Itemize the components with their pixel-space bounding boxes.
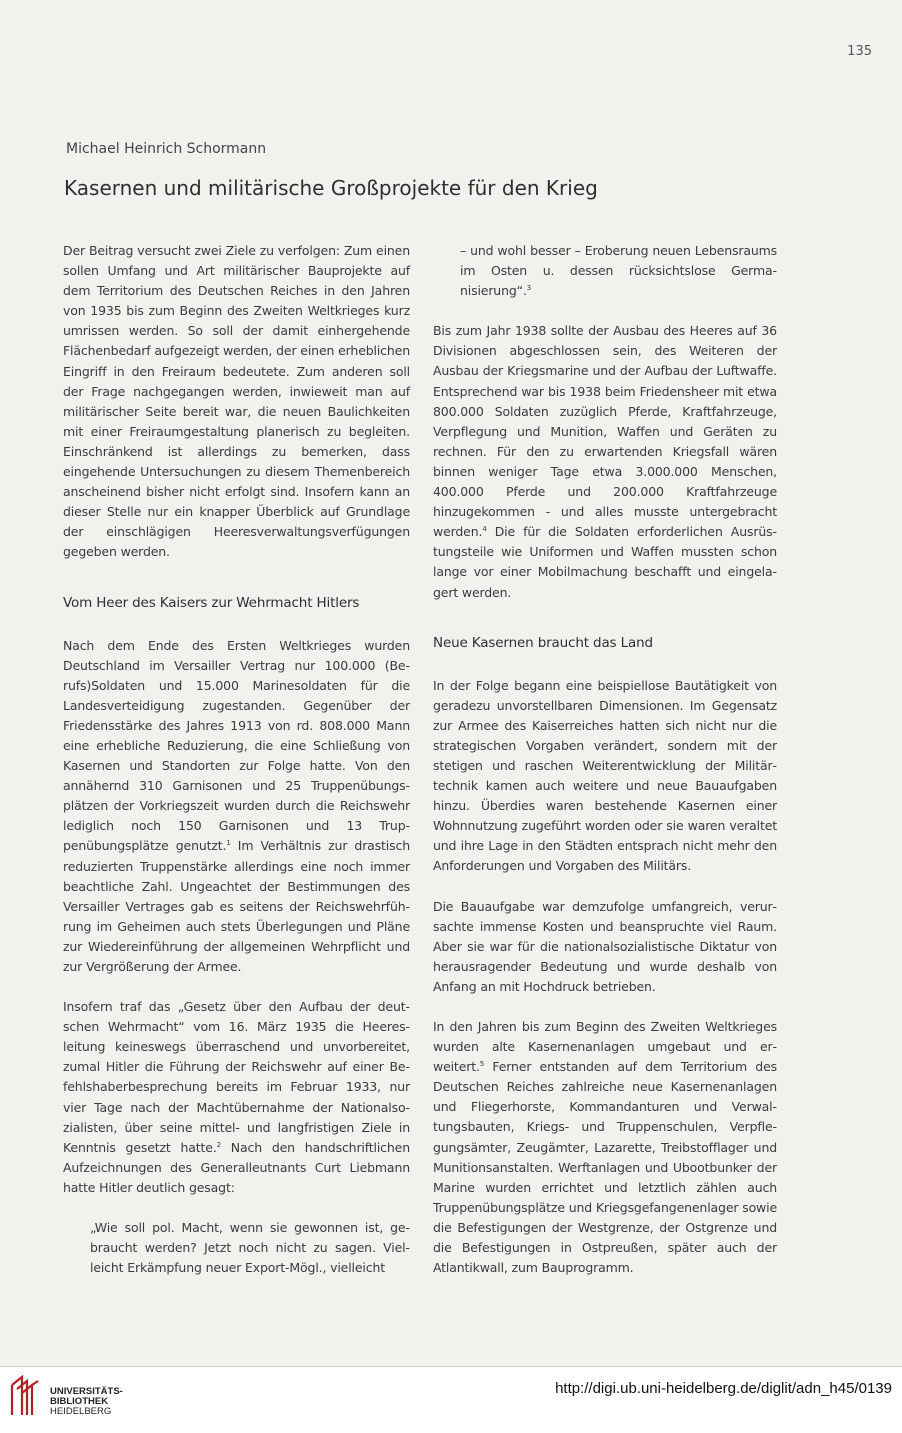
paragraph-wehrmacht-law: Insofern traf das „Gesetz über den Aufbau der deutschen Wehrmacht“ vom 16. März 1935 die Heeresleitung keineswegs überraschend und unvorbereitet, zumal Hitler die Führung der Reichswehr auf einer Befehlshaberbesprechung bereits im Februar 1933, nur vier Tage nach der Machtübernahme der Nationalsozialisten, über seine mittel- und langfristigen Ziele in Kenntnis gesetzt hatte.$^2$ Nach den handschriftlichen Aufzeichnungen des Generalleutnants Curt Liebmann hatte Hitler deutlich gesagt:: [63, 999, 410, 1195]
article-title: Kasernen und militärische Großprojekte für den Krieg: [64, 176, 598, 200]
paragraph-new-facilities: In den Jahren bis zum Beginn des Zweiten Weltkrieges wurden alte Kasernenanlagen umgebaut und erweitert.$^5$ Ferner entstanden auf dem Territorium des Deutschen Reiches zahlreiche neue Kasernenanlagen und Fliegerhorste, Kommandanturen und Verwaltungsbauten, Kriegs- und Truppenschulen, Verpflegungsämter, Zeugämter, Lazarette, Treibstofflager und Munitionsanstalten. Werftanlagen und Ubootbunker der Marine wurden errichtet und letztlich zählen auch Truppenübungsplätze und Kriegsgefangenenlager sowie die Befestigungen der Westgrenze, der Ostgrenze und die Befestigungen in Ostpreußen, später auch der Atlantikwall, zum Bauprogramm.: [433, 1019, 777, 1276]
library-logo[interactable]: [8, 1375, 123, 1417]
footnote-marker[interactable]: 5: [479, 1060, 485, 1069]
section-heading-kaiser: Vom Heer des Kaisers zur Wehrmacht Hitlers: [63, 594, 360, 611]
footnote-marker[interactable]: 1: [226, 839, 231, 848]
paragraph-building-activity: In der Folge begann eine beispiellose Bautätigkeit von geradezu unvorstellbaren Dimensionen. Im Gegensatz zur Armee des Kaiserreiches hatten sich nicht nur die strategischen Vorgaben verändert, sondern mit der stetigen und raschen Weiterentwicklung der Militärtechnik kamen auch weitere und neue Bauaufgaben hinzu. Überdies waren bestehende Kasernen einer Wohnnutzung zugeführt worden oder sie waren veraltet und ihre Lage in den Städten entsprach nicht mehr den Anforderungen und Vorgaben des Militärs.: [433, 677, 777, 874]
paragraph-building-task: Die Bauaufgabe war demzufolge umfangreich, verursachte immense Kosten und beanspruchte viel Raum. Aber sie war für die nationalsozialistische Diktatur von herausragender Bedeutung und wurde deshalb von Anfang an mit Hochdruck betrieben.: [433, 898, 777, 994]
footnote-marker[interactable]: 2: [216, 1140, 221, 1149]
paragraph-army-expansion: Bis zum Jahr 1938 sollte der Ausbau des Heeres auf 36 Divisionen abgeschlossen sein, des Weiteren der Ausbau der Kriegsmarine und der Aufbau der Luftwaffe. Entsprechend war bis 1938 beim Friedensheer mit etwa 800.000 Soldaten zuzüglich Pferde, Kraftfahrzeuge, Verpflegung und Munition, Waffen und Geräten zu rechnen. Für den zu erwartenden Kriegsfall wären binnen weniger Tage etwa 3.000.000 Menschen, 400.000 Pferde und 200.000 Kraftfahrzeuge hinzugekommen - und alles musste untergebracht werden.$^4$ Die für die Soldaten erforderlichen Ausrüstungsteile wie Uniformen und Waffen mussten schon lange vor einer Mobilmachung beschafft und eingelagert werden.: [433, 323, 777, 600]
footer-bar: [0, 1366, 902, 1433]
intro-paragraph: Der Beitrag versucht zwei Ziele zu verfolgen: Zum einen sollen Umfang und Art militärischer Bauprojekte auf dem Territorium des Deutschen Reiches in den Jahren von 1935 bis zum Beginn des Zweiten Weltkrieges kurz umrissen werden. So soll der damit einhergehende Flächenbedarf aufgezeigt werden, der einen erheblichen Eingriff in den Freiraum bedeutete. Zum anderen soll der Frage nachgegangen werden, inwieweit man auf militärischer Seite bereit war, die neuen Baulichkeiten mit einer Freiraumgestaltung planerisch zu begleiten. Einschränkend ist allerdings zu bemerken, dass eingehende Untersuchungen zu diesem Themenbereich anscheinend bisher nicht erfolgt sind. Insofern kann an dieser Stelle nur ein knapper Überblick auf Grundlage der einschlägigen Heeresverwaltungsverfügungen gegeben werden.: [63, 243, 410, 560]
article-author: Michael Heinrich Schormann: [66, 141, 267, 157]
hitler-quote: „Wie soll pol. Macht, wenn sie gewonnen ist, gebraucht werden? Jetzt noch nicht zu sagen. Vielleicht Erkämpfung neuer Export-Mögl., vielleicht: [90, 1220, 410, 1276]
hitler-quote-continued: – und wohl besser – Eroberung neuen Lebensraums im Osten u. dessen rücksichtslose Germanisierung“.$^3$: [460, 243, 777, 299]
permalink-url[interactable]: http://digi.ub.uni-heidelberg.de/diglit/adn_h45/0139: [555, 1380, 892, 1397]
right-column: [433, 241, 777, 1278]
library-logo-icon: [8, 1375, 42, 1417]
footnote-marker[interactable]: 3: [526, 284, 532, 293]
paragraph-versailles: Nach dem Ende des Ersten Weltkrieges wurden Deutschland im Versailler Vertrag nur 100.000 (Berufs)Soldaten und 15.000 Marinesoldaten für die Landesverteidigung zugestanden. Gegenüber der Friedensstärke des Jahres 1913 von rd. 808.000 Mann eine erhebliche Reduzierung, die eine Schließung von Kasernen und Standorten zur Folge hatte. Von den annähernd 310 Garnisonen und 25 Truppenübungsplätzen der Vorkriegszeit wurden durch die Reichswehr lediglich noch 150 Garnisonen und 13 Truppenübungsplätze genutzt.$^1$ Im Verhältnis zur drastisch reduzierten Truppenstärke allerdings eine noch immer beachtliche Zahl. Ungeachtet der Bestimmungen des Versailler Vertrages gab es seitens der Reichswehrführung im Geheimen auch stets Überlegungen und Pläne zur Wiedereinführung der allgemeinen Wehrpflicht und zur Vergrößerung der Armee.: [63, 637, 410, 974]
page-number: 135: [847, 44, 872, 59]
left-column: [63, 241, 410, 1278]
footnote-marker[interactable]: 4: [482, 525, 487, 534]
section-heading-kasernen: Neue Kasernen braucht das Land: [433, 634, 653, 651]
library-logo-text: UNIVERSITÄTS- BIBLIOTHEK HEIDELBERG: [50, 1386, 123, 1417]
